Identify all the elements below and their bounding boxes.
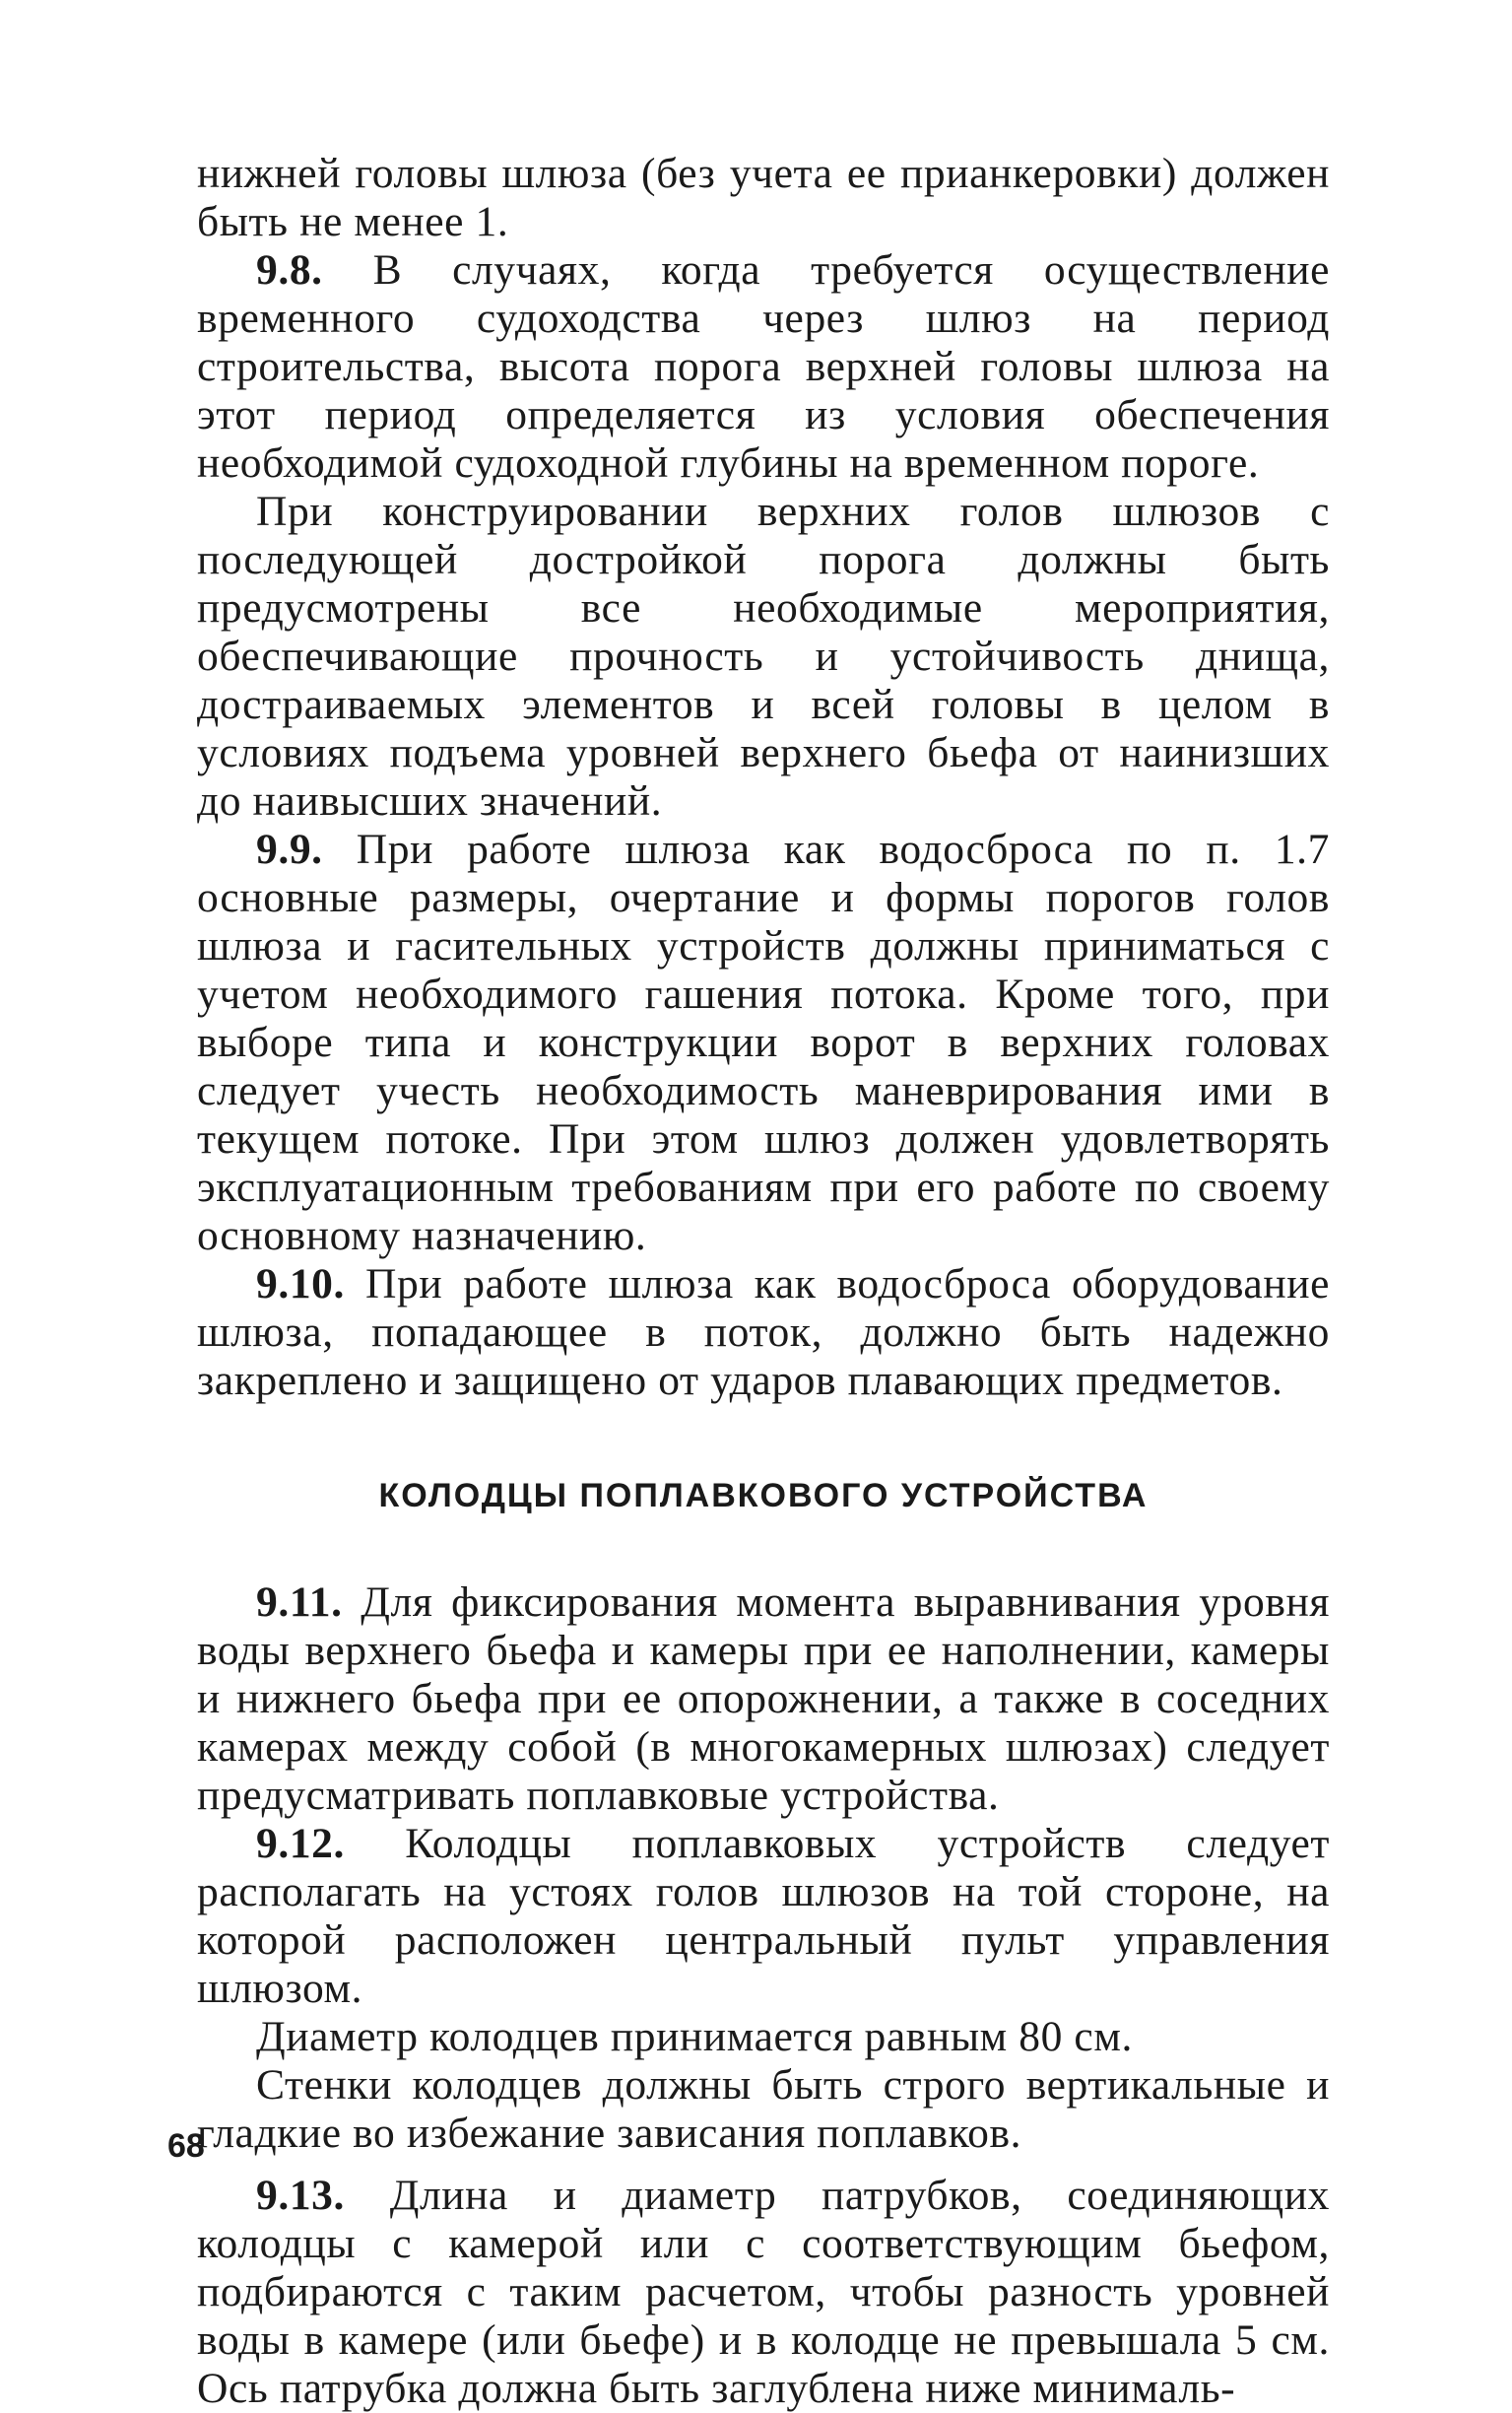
clause-number: 9.8.	[256, 246, 323, 294]
document-page	[197, 150, 1330, 2413]
paragraph-text: Стенки колодцев должны быть строго вертикальные и гладкие во избежание зависания поплавков.	[197, 2061, 1330, 2157]
paragraph-well-diameter	[197, 2013, 1330, 2061]
paragraph-continuation	[197, 150, 1330, 246]
paragraph-9-11	[197, 1578, 1330, 1820]
paragraph-text: нижней головы шлюза (без учета ее прианкеровки) должен быть не менее 1.	[197, 150, 1330, 245]
paragraph-9-9	[197, 826, 1330, 1260]
clause-number: 9.13.	[256, 2172, 345, 2219]
paragraph-9-13	[197, 2172, 1330, 2413]
paragraph-text: Для фиксирования момента выравнивания уровня воды верхнего бьефа и камеры при ее наполнении, камеры и нижнего бьефа при ее опорожнении, а также в соседних камерах между собой (в многокамерных шлюзах) следует предусматривать поплавковые устройства.	[197, 1578, 1330, 1819]
paragraph-9-8	[197, 246, 1330, 488]
paragraph-text: Диаметр колодцев принимается равным 80 см.	[256, 2013, 1133, 2060]
paragraph-text: Длина и диаметр патрубков, соединяющих колодцы с камерой или с соответствующим бьефом, подбираются с таким расчетом, чтобы разность уровней воды в камере (или бьефе) и в колодце не превышала 5 см. Ось патрубка должна быть заглублена ниже минималь-	[197, 2172, 1330, 2412]
clause-number: 9.9.	[256, 826, 323, 873]
section-heading: КОЛОДЦЫ ПОПЛАВКОВОГО УСТРОЙСТВА	[378, 1477, 1149, 1514]
paragraph-text: Колодцы поплавковых устройств следует располагать на устоях голов шлюзов на той стороне, на которой расположен центральный пульт управления шлюзом.	[197, 1820, 1330, 2012]
paragraph-gap	[197, 2158, 1330, 2172]
paragraph-text: При работе шлюза как водосброса оборудование шлюза, попадающее в поток, должно быть надежно закреплено и защищено от ударов плавающих предметов.	[197, 1260, 1330, 1404]
paragraph-9-10	[197, 1260, 1330, 1405]
paragraph-9-12	[197, 1820, 1330, 2013]
paragraph-upper-heads-design	[197, 488, 1330, 826]
paragraph-text: В случаях, когда требуется осуществление временного судоходства через шлюз на период строительства, высота порога верхней головы шлюза на этот период определяется из условия обеспечения необходимой судоходной глубины на временном пороге.	[197, 246, 1330, 487]
clause-number: 9.10.	[256, 1260, 345, 1307]
clause-number: 9.11.	[256, 1578, 343, 1626]
clause-number: 9.12.	[256, 1820, 345, 1867]
paragraph-text: При работе шлюза как водосброса по п. 1.7 основные размеры, очертание и формы порогов голов шлюза и гасительных устройств должны приниматься с учетом необходимого гашения потока. Кроме того, при выборе типа и конструкции ворот в верхних головах следует учесть необходимость маневрирования ими в текущем потоке. При этом шлюз должен удовлетворять эксплуатационным требованиям при его работе по своему основному назначению.	[197, 826, 1330, 1259]
paragraph-text: При конструировании верхних голов шлюзов с последующей достройкой порога должны быть предусмотрены все необходимые мероприятия, обеспечивающие прочность и устойчивость днища, достраиваемых элементов и всей головы в целом в условиях подъема уровней верхнего бьефа от наинизших до наивысших значений.	[197, 488, 1330, 825]
page-number: 68	[167, 2127, 205, 2165]
paragraph-well-walls	[197, 2061, 1330, 2158]
